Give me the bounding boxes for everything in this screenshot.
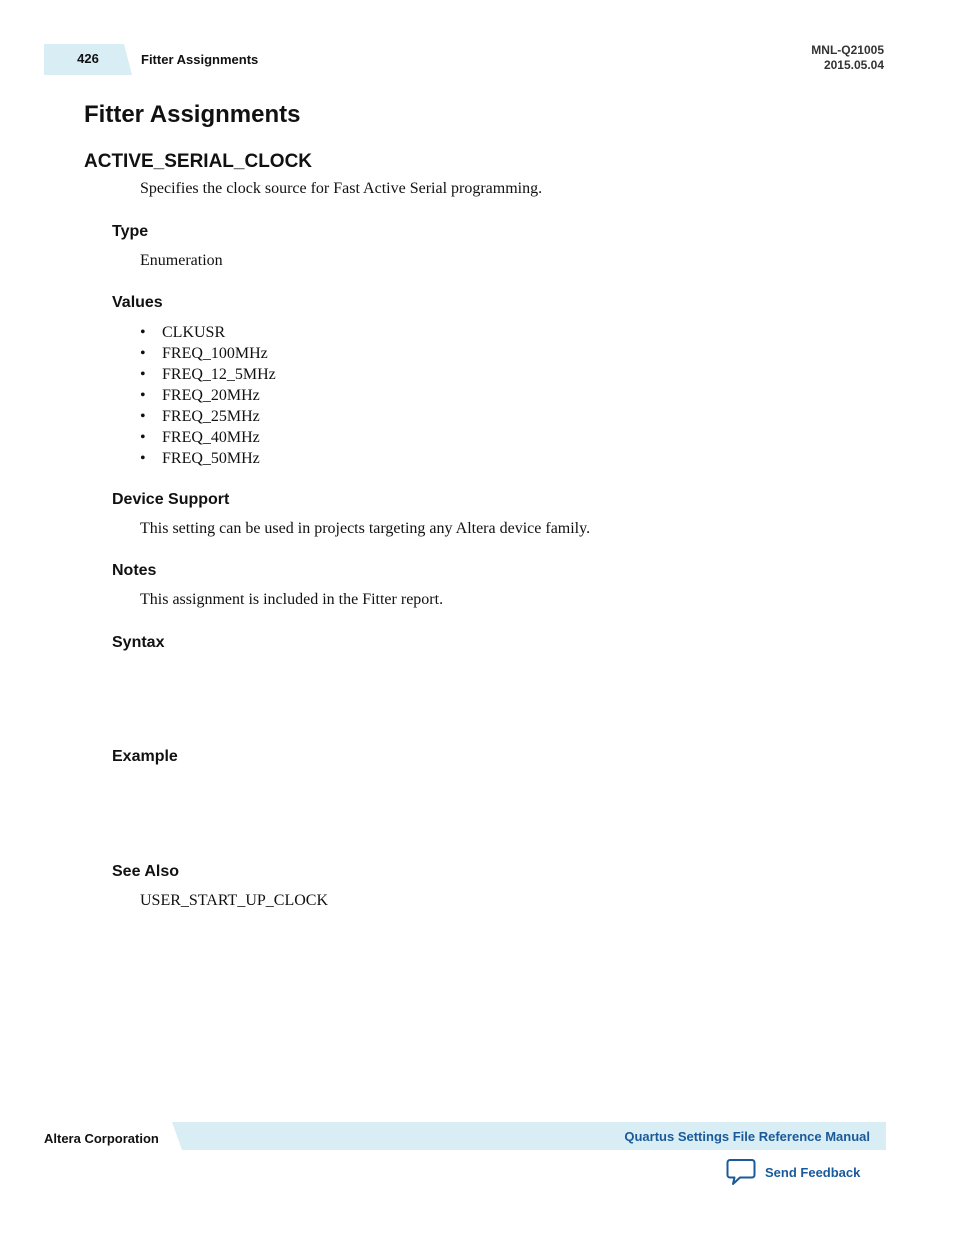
manual-title-link[interactable]: Quartus Settings File Reference Manual [624,1129,870,1144]
device-support-heading: Device Support [112,491,230,508]
notes-heading: Notes [112,562,157,579]
bullet-icon: • [140,324,146,341]
footer-company: Altera Corporation [44,1131,159,1146]
values-list [140,322,276,469]
bullet-icon: • [140,345,146,362]
notes-text: This assignment is included in the Fitter report. [140,591,444,608]
page-number: 426 [77,51,99,66]
bullet-icon: • [140,387,146,404]
document-date: 2015.05.04 [823,58,884,72]
assignment-description: Specifies the clock source for Fast Active Serial programming. [140,180,543,197]
see-also-link[interactable]: USER_START_UP_CLOCK [140,892,329,909]
bullet-icon: • [140,450,146,467]
speech-bubble-icon [726,1158,756,1186]
list-item: • FREQ_20MHz [140,387,260,404]
running-header-title: Fitter Assignments [141,52,259,67]
values-heading: Values [112,294,163,311]
bullet-icon: • [140,429,146,446]
bullet-icon: • [140,408,146,425]
list-item: • FREQ_40MHz [140,429,260,446]
type-heading: Type [112,223,149,240]
send-feedback-button[interactable] [726,1158,860,1186]
list-item: • FREQ_100MHz [140,345,268,362]
device-support-text: This setting can be used in projects targeting any Altera device family. [140,520,591,537]
list-item: • CLKUSR [140,324,226,341]
type-value: Enumeration [140,252,223,269]
list-item: • FREQ_50MHz [140,450,260,467]
page-title: Fitter Assignments [84,101,301,128]
document-id [811,43,884,73]
list-item: • FREQ_25MHz [140,408,260,425]
list-item: • FREQ_12_5MHz [140,366,276,383]
syntax-heading: Syntax [112,634,165,651]
send-feedback-label: Send Feedback [765,1164,861,1180]
assignment-name: ACTIVE_SERIAL_CLOCK [84,151,313,172]
example-heading: Example [112,748,178,765]
bullet-icon: • [140,366,146,383]
see-also-heading: See Also [112,863,179,880]
document-number: MNL-Q21005 [811,43,884,57]
